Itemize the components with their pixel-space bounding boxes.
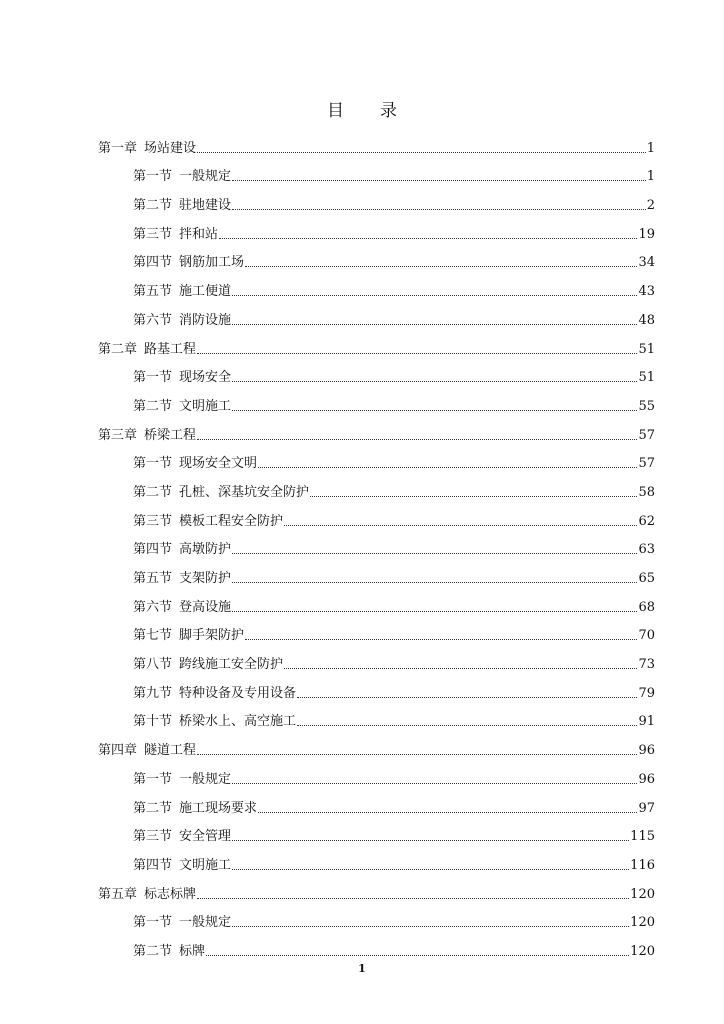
toc-entry-title: 隧道工程 bbox=[144, 743, 197, 759]
toc-entry-label bbox=[133, 255, 244, 271]
toc-entry-number: 第五节 bbox=[133, 284, 173, 300]
dot-leader bbox=[232, 926, 629, 927]
dot-leader bbox=[232, 783, 637, 784]
dot-leader bbox=[232, 611, 637, 612]
toc-entry-page: 19 bbox=[638, 226, 655, 242]
toc-entry-title: 施工现场要求 bbox=[179, 800, 258, 816]
toc-section-entry[interactable] bbox=[98, 243, 655, 272]
toc-entry-number: 第二节 bbox=[133, 398, 173, 414]
toc-entry-title: 标牌 bbox=[179, 943, 206, 959]
toc-entry-title: 特种设备及专用设备 bbox=[179, 685, 297, 701]
toc-entry-label bbox=[133, 514, 283, 530]
toc-chapter-entry[interactable] bbox=[98, 874, 655, 903]
toc-section-entry[interactable] bbox=[98, 501, 655, 530]
dot-leader bbox=[197, 152, 646, 153]
toc-section-entry[interactable] bbox=[98, 530, 655, 559]
toc-section-entry[interactable] bbox=[98, 358, 655, 387]
toc-entry-page: 116 bbox=[630, 857, 655, 873]
dot-leader bbox=[232, 209, 646, 210]
toc-entry-number: 第三节 bbox=[133, 226, 173, 242]
dot-leader bbox=[245, 639, 637, 640]
toc-entry-page: 70 bbox=[638, 628, 655, 644]
toc-entry-page: 68 bbox=[638, 599, 655, 615]
toc-entry-page: 97 bbox=[638, 800, 655, 816]
toc-entry-label bbox=[133, 456, 257, 472]
toc-entry-page: 57 bbox=[638, 456, 655, 472]
toc-entry-title: 登高设施 bbox=[179, 599, 232, 615]
toc-entry-page: 34 bbox=[638, 255, 655, 271]
toc-entry-number: 第一节 bbox=[133, 370, 173, 386]
toc-entry-number: 第二章 bbox=[98, 341, 138, 357]
toc-section-entry[interactable] bbox=[98, 931, 655, 960]
toc-section-entry[interactable] bbox=[98, 788, 655, 817]
toc-entry-page: 96 bbox=[638, 771, 655, 787]
dot-leader bbox=[232, 410, 637, 411]
dot-leader bbox=[245, 266, 637, 267]
toc-entry-title: 驻地建设 bbox=[179, 198, 232, 214]
dot-leader bbox=[284, 525, 637, 526]
toc-entry-title: 脚手架防护 bbox=[179, 628, 245, 644]
toc-entry-label bbox=[133, 772, 231, 788]
toc-section-entry[interactable] bbox=[98, 644, 655, 673]
toc-entry-number: 第四章 bbox=[98, 743, 138, 759]
toc-entry-number: 第三节 bbox=[133, 513, 173, 529]
toc-entry-page: 58 bbox=[638, 484, 655, 500]
toc-entry-label bbox=[133, 169, 231, 185]
toc-entry-number: 第一节 bbox=[133, 456, 173, 472]
toc-section-entry[interactable] bbox=[98, 214, 655, 243]
toc-entry-label bbox=[133, 686, 296, 702]
toc-entry-label bbox=[133, 858, 231, 874]
toc-entry-page: 73 bbox=[638, 657, 655, 673]
toc-section-entry[interactable] bbox=[98, 185, 655, 214]
toc-entry-page: 51 bbox=[638, 341, 655, 357]
toc-entry-number: 第十节 bbox=[133, 714, 173, 730]
toc-entry-number: 第七节 bbox=[133, 628, 173, 644]
toc-entry-label bbox=[133, 284, 231, 300]
toc-entry-page: 79 bbox=[638, 685, 655, 701]
toc-section-entry[interactable] bbox=[98, 616, 655, 645]
toc-entry-number: 第一章 bbox=[98, 140, 138, 156]
dot-leader bbox=[284, 668, 637, 669]
toc-entry-page: 2 bbox=[646, 198, 655, 214]
dot-leader bbox=[219, 238, 637, 239]
toc-entry-page: 96 bbox=[638, 743, 655, 759]
toc-entry-title: 支架防护 bbox=[179, 571, 232, 586]
toc-entry-page: 55 bbox=[638, 398, 655, 414]
toc-entry-title: 文明施工 bbox=[179, 857, 232, 873]
toc-entry-number: 第六节 bbox=[133, 312, 173, 328]
dot-leader bbox=[232, 381, 637, 382]
toc-section-entry[interactable] bbox=[98, 444, 655, 473]
page-number: 1 bbox=[358, 962, 366, 975]
toc-entry-page: 1 bbox=[646, 140, 655, 156]
toc-entry-number: 第六节 bbox=[133, 599, 173, 615]
toc-entry-number: 第四节 bbox=[133, 857, 173, 873]
toc-entry-number: 第四节 bbox=[133, 542, 173, 558]
dot-leader bbox=[232, 869, 629, 870]
dot-leader bbox=[197, 439, 637, 440]
toc-chapter-entry[interactable] bbox=[98, 128, 655, 157]
toc-section-entry[interactable] bbox=[98, 759, 655, 788]
toc-entry-title: 高墩防护 bbox=[179, 542, 232, 558]
toc-entry-title: 路基工程 bbox=[144, 341, 197, 357]
toc-entry-title: 模板工程安全防护 bbox=[179, 513, 284, 529]
toc-entry-label bbox=[133, 628, 244, 644]
toc-entry-page: 1 bbox=[646, 169, 655, 185]
toc-entry-page: 115 bbox=[630, 829, 655, 845]
dot-leader bbox=[232, 840, 629, 841]
toc-entry-title: 一般规定 bbox=[179, 169, 232, 185]
toc-entry-title: 标志标牌 bbox=[144, 886, 197, 902]
toc-entry-title: 消防设施 bbox=[179, 312, 232, 328]
toc-entry-label bbox=[98, 743, 196, 759]
toc-entry-title: 跨线施工安全防护 bbox=[179, 657, 284, 673]
toc-section-entry[interactable] bbox=[98, 157, 655, 186]
toc-entry-page: 62 bbox=[638, 513, 655, 529]
toc-entry-label bbox=[133, 829, 231, 845]
toc-entry-title: 钢筋加工场 bbox=[179, 255, 245, 271]
dot-leader bbox=[258, 812, 637, 813]
dot-leader bbox=[297, 697, 637, 698]
dot-leader bbox=[232, 553, 637, 554]
toc-entry-label bbox=[133, 313, 231, 329]
toc-heading-right: 录 bbox=[380, 101, 397, 121]
toc-entry-page: 43 bbox=[638, 284, 655, 300]
toc-entry-title: 施工便道 bbox=[179, 284, 232, 300]
toc-entry-number: 第八节 bbox=[133, 657, 173, 673]
toc-entry-page: 57 bbox=[638, 427, 655, 443]
toc-entry-number: 第三节 bbox=[133, 829, 173, 845]
toc-entry-label bbox=[98, 342, 196, 358]
toc-entry-page: 48 bbox=[638, 312, 655, 328]
toc-entry-number: 第五节 bbox=[133, 571, 173, 586]
toc-section-entry[interactable] bbox=[98, 702, 655, 731]
toc-entry-page: 63 bbox=[638, 542, 655, 558]
dot-leader bbox=[232, 324, 637, 325]
toc-entry-number: 第二节 bbox=[133, 198, 173, 214]
toc-entry-page: 120 bbox=[630, 886, 655, 902]
toc-entry-label bbox=[133, 714, 296, 730]
toc-section-entry[interactable] bbox=[98, 558, 655, 587]
toc-entry-label bbox=[133, 227, 218, 243]
toc-section-entry[interactable] bbox=[98, 587, 655, 616]
toc-entry-label bbox=[133, 600, 231, 616]
toc-section-entry[interactable] bbox=[98, 300, 655, 329]
toc-entry-label bbox=[133, 571, 231, 587]
toc-entry-number: 第二节 bbox=[133, 484, 173, 500]
toc-entry-page: 120 bbox=[630, 915, 655, 931]
toc-entry-number: 第一节 bbox=[133, 169, 173, 185]
toc-entry-label bbox=[98, 887, 196, 903]
toc-entry-number: 第二节 bbox=[133, 800, 173, 816]
toc-entry-number: 第五章 bbox=[98, 886, 138, 902]
toc-entry-title: 桥梁水上、高空施工 bbox=[179, 714, 297, 730]
toc-entry-number: 第一节 bbox=[133, 915, 173, 931]
toc-chapter-entry[interactable] bbox=[98, 730, 655, 759]
toc-entry-label bbox=[133, 399, 231, 415]
toc-entry-label bbox=[98, 428, 196, 444]
dot-leader bbox=[297, 725, 637, 726]
toc-entry-label bbox=[133, 915, 231, 931]
toc-heading-left: 目 bbox=[327, 101, 344, 121]
toc-section-entry[interactable] bbox=[98, 845, 655, 874]
toc-section-entry[interactable] bbox=[98, 386, 655, 415]
dot-leader bbox=[197, 898, 629, 899]
toc-entry-number: 第二节 bbox=[133, 943, 173, 959]
toc-entry-number: 第四节 bbox=[133, 255, 173, 271]
toc-entry-title: 文明施工 bbox=[179, 398, 232, 414]
toc-entry-page: 51 bbox=[638, 370, 655, 386]
dot-leader bbox=[232, 295, 637, 296]
dot-leader bbox=[197, 353, 637, 354]
dot-leader bbox=[232, 180, 646, 181]
toc-entry-label bbox=[133, 542, 231, 558]
toc-entry-page: 65 bbox=[638, 571, 655, 586]
toc-entry-title: 一般规定 bbox=[179, 915, 232, 931]
toc-entry-title: 孔桩、深基坑安全防护 bbox=[179, 484, 310, 500]
toc-section-entry[interactable] bbox=[98, 472, 655, 501]
toc-entry-page: 120 bbox=[630, 943, 655, 959]
toc-entry-title: 现场安全文明 bbox=[179, 456, 258, 472]
toc-chapter-entry[interactable] bbox=[98, 329, 655, 358]
toc-entry-label bbox=[133, 198, 231, 214]
toc-entry-title: 安全管理 bbox=[179, 829, 232, 845]
toc-section-entry[interactable] bbox=[98, 271, 655, 300]
toc-entry-title: 现场安全 bbox=[179, 370, 232, 386]
dot-leader bbox=[197, 754, 637, 755]
toc-entry-label bbox=[133, 801, 257, 817]
toc-entry-title: 桥梁工程 bbox=[144, 427, 197, 443]
table-of-contents bbox=[98, 128, 655, 960]
dot-leader bbox=[206, 955, 629, 956]
toc-heading bbox=[0, 96, 724, 121]
toc-section-entry[interactable] bbox=[98, 817, 655, 846]
toc-entry-label bbox=[133, 485, 309, 501]
toc-entry-number: 第三章 bbox=[98, 427, 138, 443]
dot-leader bbox=[232, 582, 637, 583]
toc-entry-label bbox=[133, 657, 283, 673]
dot-leader bbox=[310, 496, 637, 497]
dot-leader bbox=[258, 467, 637, 468]
toc-entry-number: 第九节 bbox=[133, 685, 173, 701]
toc-entry-title: 场站建设 bbox=[144, 140, 197, 156]
toc-entry-page: 91 bbox=[638, 714, 655, 730]
toc-entry-label bbox=[98, 141, 196, 157]
toc-entry-title: 拌和站 bbox=[179, 226, 219, 242]
toc-section-entry[interactable] bbox=[98, 673, 655, 702]
toc-entry-label bbox=[133, 370, 231, 386]
toc-chapter-entry[interactable] bbox=[98, 415, 655, 444]
toc-entry-title: 一般规定 bbox=[179, 771, 232, 787]
toc-entry-number: 第一节 bbox=[133, 771, 173, 787]
toc-entry-label bbox=[133, 944, 205, 960]
toc-section-entry[interactable] bbox=[98, 903, 655, 932]
